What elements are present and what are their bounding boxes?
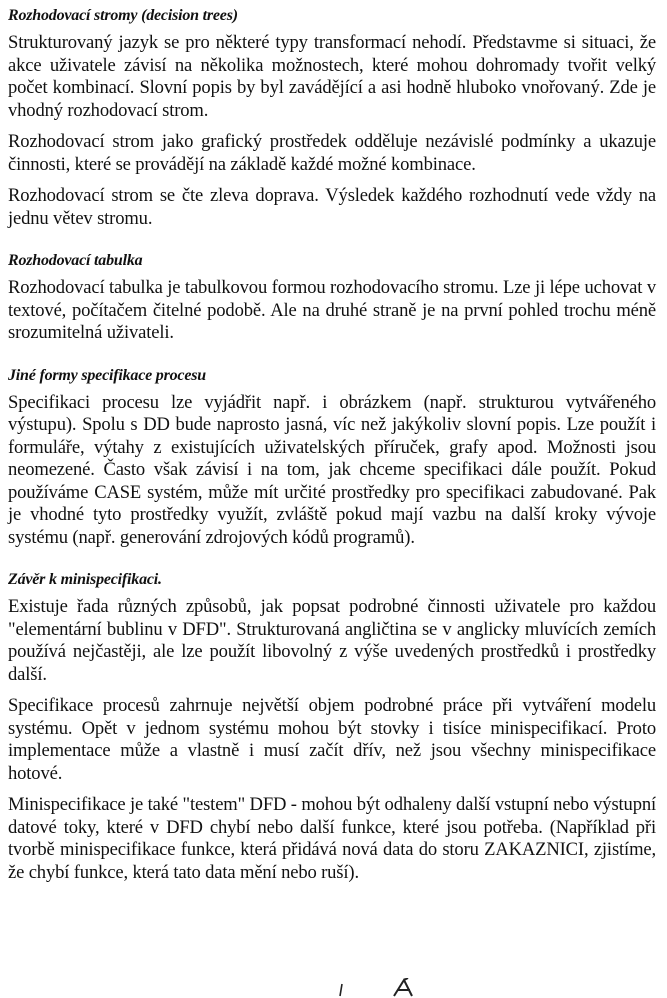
document-body <box>8 6 656 893</box>
paragraph: Specifikaci procesu lze vyjádřit např. i obrázkem (např. strukturou vytvářeného výstupu). Spolu s DD bude naprosto jasná, víc než jakýkoliv slovní popis. Lze použít i formuláře, výtahy z existujících uživatelských příruček, grafy apod. Možnosti jsou neomezené. Často však závisí i na tom, jak chceme specifikaci dále použít. Pokud používáme CASE systém, může mít určité prostředky pro specifikaci zabudované. Pak je vhodné tyto prostředky využít, zvláště pokud mají vazbu na další kroky vývoje systému (např. generování zdrojových kódů programů). <box>8 391 656 548</box>
section-conclusion <box>8 570 656 884</box>
section-heading: Závěr k minispecifikaci. <box>8 571 162 588</box>
section-heading: Rozhodovací stromy (decision trees) <box>8 7 238 24</box>
paragraph: Rozhodovací strom se čte zleva doprava. Výsledek každého rozhodnutí vede vždy na jednu větev stromu. <box>8 185 656 229</box>
section-decision-table <box>8 251 656 345</box>
paragraph: Existuje řada různých způsobů, jak popsat podrobné činnosti uživatele pro každou "elementární bublinu v DFD". Strukturovaná angličtina se v anglicky mluvících zemích používá nejčastěji, ale lze použít libovolný z výše uvedených prostředků i prostředky další. <box>8 596 656 685</box>
section-heading: Rozhodovací tabulka <box>8 252 143 269</box>
paragraph: Rozhodovací strom jako grafický prostředek odděluje nezávislé podmínky a ukazuje činnosti, které se provádějí na základě každé možné kombinace. <box>8 131 656 175</box>
section-spacer <box>8 239 656 251</box>
section-spacer <box>8 558 656 570</box>
paragraph: Rozhodovací tabulka je tabulkovou formou rozhodovacího stromu. Lze ji lépe uchovat v textové, počítačem čitelné podobě. Ale na druhé straně je na první pohled trochu méně srozumitelná uživateli. <box>8 277 656 343</box>
paragraph: Minispecifikace je také "testem" DFD - mohou být odhaleny další vstupní nebo výstupní datové toky, které v DFD chybí nebo další funkce, které jsou potřeba. (Například při tvorbě minispecifikace funkce, která přidává nová data do storu ZAKAZNICI, zjistíme, že chybí funkce, která tato data mění nebo ruší). <box>8 794 656 883</box>
section-heading: Jiné formy specifikace procesu <box>8 366 206 384</box>
scan-artifact-mark <box>328 978 438 998</box>
paragraph: Specifikace procesů zahrnuje největší objem podrobné práce při vytváření modelu systému. Opět v jednom systému mohou být stovky i tisíce minispecifikací. Proto implementace může a vlastně i musí začít dřív, než jsou všechny minispecifikace hotové. <box>8 695 656 784</box>
section-spacer <box>8 354 656 366</box>
section-other-forms <box>8 366 656 550</box>
paragraph: Strukturovaný jazyk se pro některé typy transformací nehodí. Představme si situaci, že akce uživatele závisí na několika možnostech, které mohou dohromady tvořit velký počet kombinací. Slovní popis by byl zavádějící a asi hodně hluboko vnořovaný. Zde je vhodný rozhodovací strom. <box>8 32 656 121</box>
section-decision-trees <box>8 6 656 230</box>
